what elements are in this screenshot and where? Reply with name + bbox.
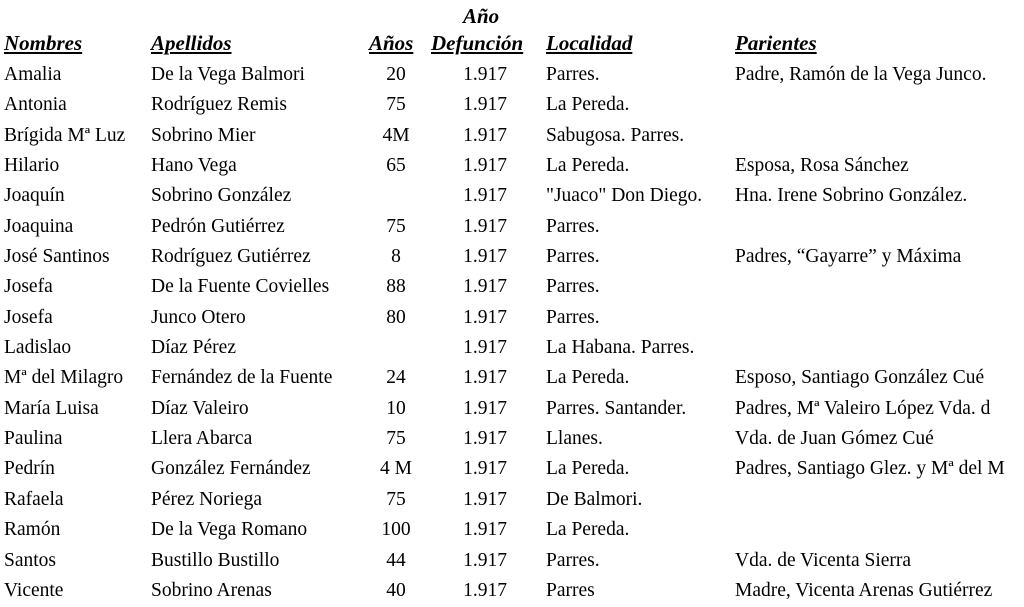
cell-nombre: Josefa (4, 306, 53, 328)
cell-localidad: Parres (546, 579, 595, 601)
cell-defuncion: 1.917 (463, 397, 507, 419)
cell-nombre: Paulina (4, 428, 63, 450)
cell-defuncion: 1.917 (463, 458, 507, 480)
table-row (0, 333, 1024, 363)
cell-apellidos: Llera Abarca (151, 428, 253, 450)
cell-defuncion: 1.917 (463, 579, 507, 601)
cell-apellidos: De la Vega Romano (151, 519, 308, 541)
cell-anos: 24 (386, 367, 406, 389)
cell-nombre: Ramón (4, 519, 61, 541)
records-list (0, 60, 1024, 606)
cell-defuncion: 1.917 (463, 276, 507, 298)
cell-defuncion: 1.917 (463, 488, 507, 510)
cell-defuncion: 1.917 (463, 215, 507, 237)
table-row (0, 90, 1024, 120)
cell-apellidos: Pérez Noriega (151, 488, 262, 510)
cell-anos: 44 (386, 549, 406, 571)
header-apellidos: Apellidos (151, 31, 232, 55)
cell-anos: 4 M (380, 458, 412, 480)
cell-apellidos: Rodríguez Remis (151, 94, 287, 116)
cell-nombre: José Santinos (4, 246, 110, 268)
cell-localidad: La Pereda. (546, 519, 630, 541)
cell-apellidos: Pedrón Gutiérrez (151, 215, 285, 237)
header-nombres: Nombres (4, 31, 83, 55)
cell-apellidos: Díaz Pérez (151, 337, 236, 359)
cell-parientes: Padres, “Gayarre” y Máxima (735, 246, 962, 268)
table-row (0, 424, 1024, 454)
cell-localidad: La Pereda. (546, 367, 630, 389)
cell-apellidos: Junco Otero (151, 306, 246, 328)
cell-anos: 75 (386, 488, 406, 510)
cell-parientes: Esposa, Rosa Sánchez (735, 155, 909, 177)
cell-defuncion: 1.917 (463, 64, 507, 85)
table-row (0, 485, 1024, 515)
table-row (0, 394, 1024, 424)
table-row (0, 242, 1024, 272)
header-defuncion: Defunción (431, 31, 524, 55)
cell-apellidos: Hano Vega (151, 155, 237, 177)
cell-parientes: Hna. Irene Sobrino González. (735, 185, 968, 207)
cell-localidad: De Balmori. (546, 488, 643, 510)
cell-nombre: Josefa (4, 276, 53, 298)
cell-nombre: María Luisa (4, 397, 99, 419)
cell-anos: 40 (386, 579, 406, 601)
cell-defuncion: 1.917 (463, 306, 507, 328)
cell-nombre: Amalia (4, 64, 62, 85)
cell-localidad: Parres. (546, 215, 600, 237)
cell-apellidos: González Fernández (151, 458, 311, 480)
cell-apellidos: Sobrino Arenas (151, 579, 272, 601)
cell-defuncion: 1.917 (463, 549, 507, 571)
cell-apellidos: Sobrino González (151, 185, 292, 207)
cell-parientes: Padres, Santiago Glez. y Mª del M (735, 458, 1005, 480)
cell-anos: 75 (386, 428, 406, 450)
cell-defuncion: 1.917 (463, 94, 507, 116)
cell-localidad: Parres. (546, 64, 600, 85)
header-parientes: Parientes (735, 31, 817, 55)
cell-anos: 88 (386, 276, 406, 298)
table-row (0, 363, 1024, 393)
cell-defuncion: 1.917 (463, 155, 507, 177)
table-row (0, 576, 1024, 606)
cell-parientes: Padre, Ramón de la Vega Junco. (735, 64, 987, 85)
cell-localidad: Sabugosa. Parres. (546, 124, 685, 146)
cell-nombre: Ladislao (4, 337, 72, 359)
cell-anos: 20 (386, 64, 406, 85)
cell-localidad: La Pereda. (546, 94, 630, 116)
cell-defuncion: 1.917 (463, 124, 507, 146)
cell-nombre: Antonia (4, 94, 67, 116)
table-row (0, 454, 1024, 484)
table-row (0, 181, 1024, 211)
cell-anos: 10 (386, 397, 406, 419)
cell-nombre: Joaquina (4, 215, 74, 237)
cell-defuncion: 1.917 (463, 337, 507, 359)
cell-parientes: Vda. de Juan Gómez Cué (735, 428, 934, 450)
cell-nombre: Joaquín (4, 185, 65, 207)
table-row (0, 121, 1024, 151)
cell-defuncion: 1.917 (463, 246, 507, 268)
cell-localidad: Parres. (546, 276, 600, 298)
cell-nombre: Rafaela (4, 488, 64, 510)
table-row (0, 515, 1024, 545)
header-ano: Año (463, 4, 500, 28)
cell-anos: 4M (382, 124, 410, 146)
cell-localidad: La Pereda. (546, 458, 630, 480)
cell-anos: 100 (381, 519, 411, 541)
table-row (0, 546, 1024, 576)
cell-apellidos: De la Vega Balmori (151, 64, 305, 85)
cell-anos: 65 (386, 155, 406, 177)
cell-nombre: Santos (4, 549, 57, 571)
header-localidad: Localidad (546, 31, 633, 55)
table-row (0, 151, 1024, 181)
cell-anos: 75 (386, 94, 406, 116)
cell-parientes: Padres, Mª Valeiro López Vda. d (735, 397, 991, 419)
cell-defuncion: 1.917 (463, 519, 507, 541)
cell-nombre: Vicente (4, 579, 64, 601)
cell-parientes: Madre, Vicenta Arenas Gutiérrez (735, 579, 993, 601)
cell-localidad: Parres. (546, 246, 600, 268)
cell-anos: 8 (391, 246, 401, 268)
cell-nombre: Brígida Mª Luz (4, 124, 126, 146)
cell-parientes: Esposo, Santiago González Cué (735, 367, 985, 389)
cell-apellidos: Díaz Valeiro (151, 397, 249, 419)
header-anos: Años (369, 31, 414, 55)
cell-nombre: Pedrín (4, 458, 55, 480)
cell-apellidos: Rodríguez Gutiérrez (151, 246, 311, 268)
cell-anos: 80 (386, 306, 406, 328)
cell-nombre: Hilario (4, 155, 60, 177)
cell-defuncion: 1.917 (463, 367, 507, 389)
cell-apellidos: Sobrino Mier (151, 124, 256, 146)
cell-localidad: Parres. (546, 549, 600, 571)
table-row (0, 303, 1024, 333)
cell-localidad: Parres. Santander. (546, 397, 687, 419)
table-row (0, 212, 1024, 242)
cell-defuncion: 1.917 (463, 185, 507, 207)
cell-localidad: La Habana. Parres. (546, 337, 695, 359)
cell-apellidos: Bustillo Bustillo (151, 549, 280, 571)
cell-localidad: Parres. (546, 306, 600, 328)
cell-defuncion: 1.917 (463, 428, 507, 450)
cell-anos: 75 (386, 215, 406, 237)
cell-localidad: Llanes. (546, 428, 603, 450)
cell-localidad: "Juaco" Don Diego. (546, 185, 703, 207)
cell-nombre: Mª del Milagro (4, 367, 124, 389)
table-row (0, 60, 1024, 90)
cell-apellidos: De la Fuente Covielles (151, 276, 330, 298)
cell-apellidos: Fernández de la Fuente (151, 367, 333, 389)
table-row (0, 272, 1024, 302)
cell-parientes: Vda. de Vicenta Sierra (735, 549, 912, 571)
cell-localidad: La Pereda. (546, 155, 630, 177)
